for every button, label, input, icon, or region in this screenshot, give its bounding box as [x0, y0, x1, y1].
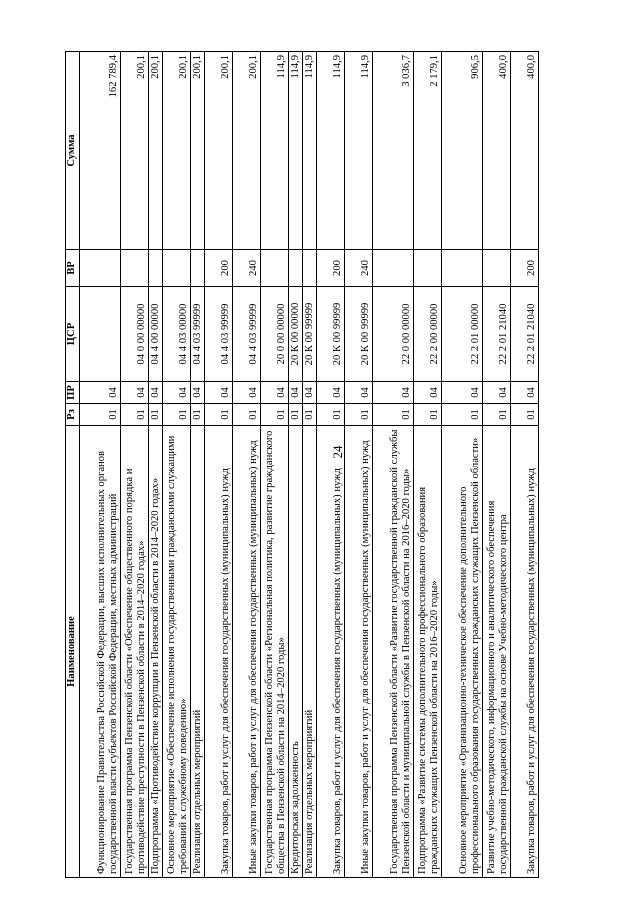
row-vr: 200	[511, 250, 539, 287]
row-csr: 04 4 03 99999	[191, 287, 205, 382]
row-vr: 200	[205, 250, 233, 287]
header-sum: Сумма	[66, 52, 80, 250]
row-name: Подпрограмма «Противодействие коррупции в Пензенской области в 2014–2020 годах»	[149, 426, 163, 878]
table-row	[163, 52, 191, 878]
row-vr	[149, 250, 163, 287]
row-rz: 01	[121, 404, 149, 426]
row-sum: 400,0	[511, 52, 539, 250]
header-name: Наименование	[66, 426, 80, 878]
row-sum: 200,1	[205, 52, 233, 250]
row-csr: 22 0 00 00000	[373, 287, 414, 382]
row-rz: 01	[511, 404, 539, 426]
row-vr	[261, 250, 289, 287]
row-name: Развитие учебно-методического, информационного и аналитического обеспечения государственной гражданской службы на основе Учебно-методического центра	[483, 426, 511, 878]
row-sum: 114,9	[345, 52, 373, 250]
table-row	[261, 52, 289, 878]
row-vr	[442, 250, 483, 287]
row-rz: 01	[205, 404, 233, 426]
row-csr: 20 К 00 99999	[345, 287, 373, 382]
row-rz: 01	[261, 404, 289, 426]
table-row	[233, 52, 261, 878]
row-pr: 04	[205, 382, 233, 404]
row-pr: 04	[80, 382, 121, 404]
row-pr: 04	[149, 382, 163, 404]
row-csr: 04 4 03 00000	[163, 287, 191, 382]
row-csr: 20 К 00 00000	[289, 287, 303, 382]
row-csr: 22 2 01 21040	[511, 287, 539, 382]
table-row	[511, 52, 539, 878]
row-pr: 04	[317, 382, 345, 404]
header-rz: Рз	[66, 404, 80, 426]
row-name: Закупка товаров, работ и услуг для обеспечения государственных (муниципальных) нужд	[205, 426, 233, 878]
row-rz: 01	[373, 404, 414, 426]
row-name: Иные закупки товаров, работ и услуг для обеспечения государственных (муниципальных) нужд	[233, 426, 261, 878]
row-rz: 01	[289, 404, 303, 426]
table-row	[121, 52, 149, 878]
row-rz: 01	[191, 404, 205, 426]
header-vr: ВР	[66, 250, 80, 287]
row-name: Закупка товаров, работ и услуг для обеспечения государственных (муниципальных) нужд	[511, 426, 539, 878]
row-csr: 04 4 03 99999	[233, 287, 261, 382]
table-row	[303, 52, 317, 878]
row-vr	[414, 250, 442, 287]
row-csr: 04 4 00 00000	[149, 287, 163, 382]
table-row	[414, 52, 442, 878]
row-sum: 200,1	[233, 52, 261, 250]
table-body	[80, 52, 539, 878]
row-csr: 04 4 03 99999	[205, 287, 233, 382]
row-csr: 22 2 01 21040	[483, 287, 511, 382]
row-vr	[373, 250, 414, 287]
row-rz: 01	[233, 404, 261, 426]
header-pr: ПР	[66, 382, 80, 404]
row-name: Реализация отдельных мероприятий	[191, 426, 205, 878]
row-rz: 01	[414, 404, 442, 426]
row-rz: 01	[442, 404, 483, 426]
row-name: Иные закупки товаров, работ и услуг для обеспечения государственных (муниципальных) нужд	[345, 426, 373, 878]
row-sum: 2 179,1	[414, 52, 442, 250]
table-row	[80, 52, 121, 878]
table-row	[191, 52, 205, 878]
row-name: Государственная программа Пензенской области «Обеспечение общественного порядка и противодействие преступности в Пензенской области в 2014–2020 годах»	[121, 426, 149, 878]
row-pr: 04	[511, 382, 539, 404]
row-vr	[483, 250, 511, 287]
row-pr: 04	[289, 382, 303, 404]
rotated-page-content	[65, 52, 584, 878]
row-sum: 200,1	[121, 52, 149, 250]
row-sum: 162 789,4	[80, 52, 121, 250]
row-pr: 04	[483, 382, 511, 404]
row-csr: 20 К 00 99999	[303, 287, 317, 382]
row-csr: 04 0 00 00000	[121, 287, 149, 382]
row-sum: 200,1	[191, 52, 205, 250]
row-vr: 240	[345, 250, 373, 287]
row-sum: 114,9	[261, 52, 289, 250]
row-sum: 3 036,7	[373, 52, 414, 250]
row-vr	[289, 250, 303, 287]
row-vr	[80, 250, 121, 287]
table-header-row	[66, 52, 80, 878]
table-row	[442, 52, 483, 878]
row-name: Закупка товаров, работ и услуг для обеспечения государственных (муниципальных) нужд	[317, 426, 345, 878]
row-sum: 200,1	[163, 52, 191, 250]
table-row	[317, 52, 345, 878]
row-name: Государственная программа Пензенской области «Региональная политика, развитие гражданского общества в Пензенской области на 2014–2020 годы»	[261, 426, 289, 878]
row-sum: 200,1	[149, 52, 163, 250]
row-name: Функционирование Правительства Российской Федерации, высших исполнительных органов государственной власти субъектов Российской Федерации, местных администраций	[80, 426, 121, 878]
row-vr	[163, 250, 191, 287]
row-vr: 240	[233, 250, 261, 287]
row-rz: 01	[345, 404, 373, 426]
row-name: Государственная программа Пензенской области «Развитие государственной гражданской службы Пензенской области и муниципальной службы в Пензенской области на 2016–2020 годы»	[373, 426, 414, 878]
row-sum: 906,5	[442, 52, 483, 250]
row-rz: 01	[317, 404, 345, 426]
row-sum: 114,9	[317, 52, 345, 250]
table-row	[345, 52, 373, 878]
row-pr: 04	[261, 382, 289, 404]
row-pr: 04	[414, 382, 442, 404]
table-row	[289, 52, 303, 878]
table-row	[373, 52, 414, 878]
row-pr: 04	[345, 382, 373, 404]
row-rz: 01	[149, 404, 163, 426]
row-rz: 01	[80, 404, 121, 426]
row-rz: 01	[303, 404, 317, 426]
row-pr: 04	[303, 382, 317, 404]
row-pr: 04	[373, 382, 414, 404]
row-sum: 114,9	[289, 52, 303, 250]
table-row	[205, 52, 233, 878]
budget-table	[65, 51, 539, 878]
row-pr: 04	[163, 382, 191, 404]
row-rz: 01	[483, 404, 511, 426]
row-pr: 04	[121, 382, 149, 404]
header-csr: ЦСР	[66, 287, 80, 382]
row-csr: 20 К 00 99999	[317, 287, 345, 382]
row-csr	[80, 287, 121, 382]
row-csr: 20 0 00 00000	[261, 287, 289, 382]
row-vr	[303, 250, 317, 287]
row-sum: 114,9	[303, 52, 317, 250]
row-name: Реализация отдельных мероприятий	[303, 426, 317, 878]
row-pr: 04	[233, 382, 261, 404]
row-pr: 04	[442, 382, 483, 404]
row-name: Подпрограмма «Развитие системы дополнительного профессионального образования гражданских служащих Пензенской области на 2016–2020 годы»	[414, 426, 442, 878]
page-number: 24	[330, 445, 345, 459]
table-row	[149, 52, 163, 878]
row-name: Кредиторская задолженность	[289, 426, 303, 878]
row-rz: 01	[163, 404, 191, 426]
row-name: Основное мероприятие «Обеспечение исполнения государственными гражданскими служащими требований к служебному поведению»	[163, 426, 191, 878]
row-vr	[121, 250, 149, 287]
row-vr	[191, 250, 205, 287]
row-sum: 400,0	[483, 52, 511, 250]
row-name: Основное мероприятие «Организационно-техническое обеспечение дополнительного профессионального образования государственных гражданских служащих Пензенской области»	[442, 426, 483, 878]
row-csr: 22 2 01 00000	[442, 287, 483, 382]
row-csr: 22 2 00 00000	[414, 287, 442, 382]
table-row	[483, 52, 511, 878]
row-vr: 200	[317, 250, 345, 287]
row-pr: 04	[191, 382, 205, 404]
